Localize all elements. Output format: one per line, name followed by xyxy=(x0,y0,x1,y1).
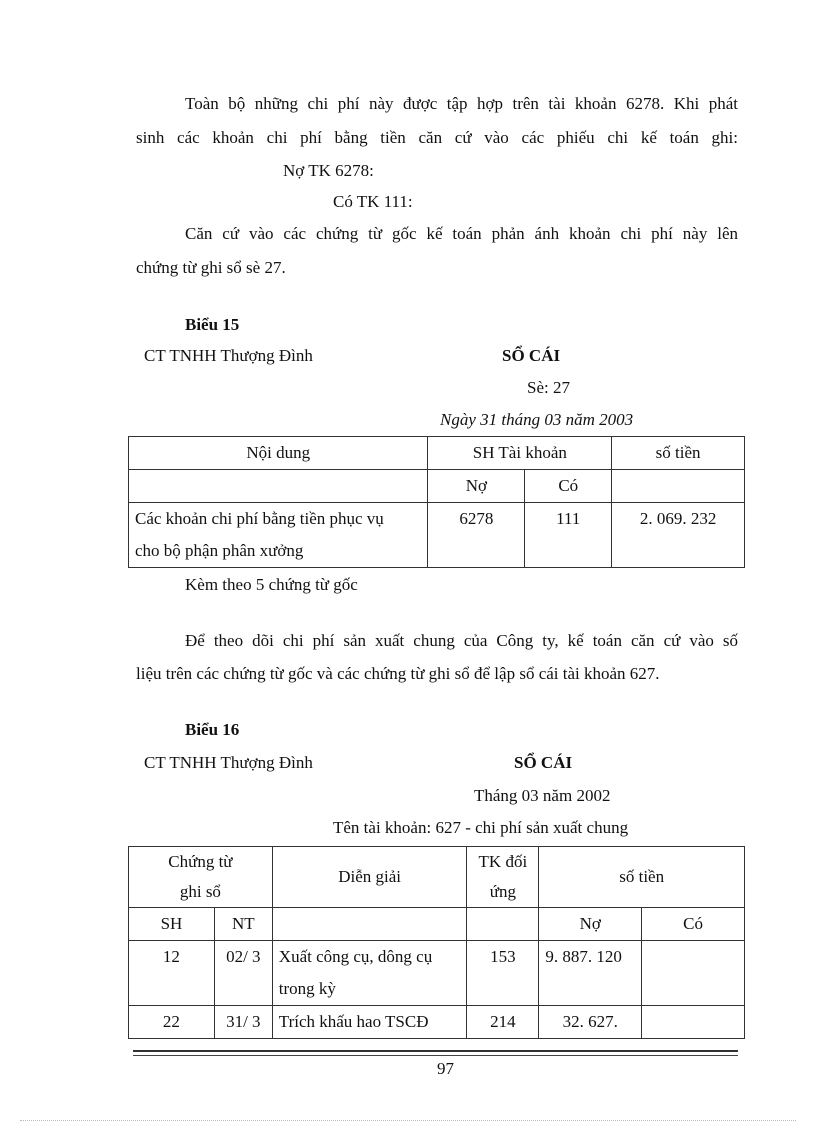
form16-row2-description: Trích khấu hao TSCĐ xyxy=(272,1006,467,1039)
form16-header-voucher xyxy=(129,847,273,908)
form15-table xyxy=(128,436,745,568)
form16-header-debit: Nợ xyxy=(539,908,642,941)
form16-header-amount: số tiền xyxy=(539,847,745,908)
form15-title: SỔ CÁI xyxy=(502,346,561,365)
table-row xyxy=(129,941,745,1006)
form16-header-contra xyxy=(467,847,539,908)
form16-subheader-row xyxy=(129,908,745,941)
form15-header-content: Nội dung xyxy=(129,437,428,470)
para3-line-2: liệu trên các chứng từ gốc và các chứng từ ghi sổ để lập sổ cái tài khoản 627. xyxy=(136,664,660,683)
form15-header-row xyxy=(129,437,745,470)
form16-row2-credit xyxy=(642,1006,745,1039)
form16-header-voucher-line1: Chứng từ xyxy=(168,852,233,871)
table-row xyxy=(129,503,745,568)
form15-row-content xyxy=(129,503,428,568)
form16-header-sh: SH xyxy=(129,908,215,941)
form15-attachment: Kèm theo 5 chứng từ gốc xyxy=(185,575,358,594)
page-number: 97 xyxy=(437,1059,454,1078)
table-row xyxy=(129,1006,745,1039)
form15-label: Biểu 15 xyxy=(185,315,240,334)
form16-label: Biểu 16 xyxy=(185,720,240,739)
form16-row1-desc-line1: Xuất công cụ, dông cụ xyxy=(278,947,433,966)
credit-entry: Có TK 111: xyxy=(333,192,413,211)
form16-subheader-empty xyxy=(272,908,467,941)
form16-row1-contra: 153 xyxy=(467,941,539,1006)
form16-row1-sh: 12 xyxy=(129,941,215,1006)
form16-header-contra-line2: ứng xyxy=(489,882,516,901)
form16-header-voucher-line2: ghi sổ xyxy=(179,882,221,901)
form16-row1-credit xyxy=(642,941,745,1006)
form16-row2-nt: 31/ 3 xyxy=(214,1006,272,1039)
form16-row1-description xyxy=(272,941,467,1006)
form15-subheader-row xyxy=(129,470,745,503)
form15-row-debit: 6278 xyxy=(428,503,525,568)
form16-table xyxy=(128,846,745,1039)
form16-row1-debit: 9. 887. 120 xyxy=(539,941,642,1006)
form16-row2-sh: 22 xyxy=(129,1006,215,1039)
form15-header-account: SH Tài khoản xyxy=(428,437,612,470)
form15-company: CT TNHH Thượng Đình xyxy=(144,346,313,365)
form16-row2-contra: 214 xyxy=(467,1006,539,1039)
form15-row-content-line2: cho bộ phận phân xưởng xyxy=(135,541,304,560)
intro-line-1: Toàn bộ những chi phí này được tập hợp trên tài khoản 6278. Khi phát xyxy=(185,94,738,113)
intro-line-4: chứng từ ghi sổ sè 27. xyxy=(136,258,286,277)
footer-rule-bottom xyxy=(133,1055,738,1056)
form16-row1-desc-line2: trong kỳ xyxy=(278,979,336,998)
debit-entry: Nợ TK 6278: xyxy=(283,161,374,180)
form15-row-credit: 111 xyxy=(525,503,612,568)
page-edge-divider xyxy=(20,1120,796,1121)
form16-row2-debit: 32. 627. xyxy=(539,1006,642,1039)
form15-number: Sè: 27 xyxy=(527,378,570,397)
form15-header-amount: số tiền xyxy=(612,437,745,470)
form15-header-credit: Có xyxy=(525,470,612,503)
para3-line-1: Để theo dõi chi phí sản xuất chung của Công ty, kế toán căn cứ vào số xyxy=(185,631,738,650)
form15-row-content-line1: Các khoản chi phí bằng tiền phục vụ xyxy=(135,509,384,528)
form16-header-contra-line1: TK đối xyxy=(478,852,528,871)
form16-month: Tháng 03 năm 2002 xyxy=(474,786,611,805)
form15-subheader-empty-2 xyxy=(612,470,745,503)
form16-row1-nt: 02/ 3 xyxy=(214,941,272,1006)
form16-header-credit: Có xyxy=(642,908,745,941)
intro-line-3: Căn cứ vào các chứng từ gốc kế toán phản ánh khoản chi phí này lên xyxy=(185,224,738,243)
form16-account-name: Tên tài khoản: 627 - chi phí sản xuất chung xyxy=(333,818,629,837)
footer-rule-top xyxy=(133,1050,738,1052)
form16-header-nt: NT xyxy=(214,908,272,941)
form15-date: Ngày 31 tháng 03 năm 2003 xyxy=(440,410,634,429)
form16-subheader-empty-2 xyxy=(467,908,539,941)
form15-row-amount: 2. 069. 232 xyxy=(612,503,745,568)
form15-subheader-empty xyxy=(129,470,428,503)
form16-header-description: Diễn giải xyxy=(272,847,467,908)
form15-header-debit: Nợ xyxy=(428,470,525,503)
form16-header-row xyxy=(129,847,745,908)
form16-company: CT TNHH Thượng Đình xyxy=(144,753,313,772)
intro-line-2: sinh các khoản chi phí bằng tiền căn cứ vào các phiếu chi kế toán ghi: xyxy=(136,128,738,147)
form16-title: SỔ CÁI xyxy=(514,753,573,772)
